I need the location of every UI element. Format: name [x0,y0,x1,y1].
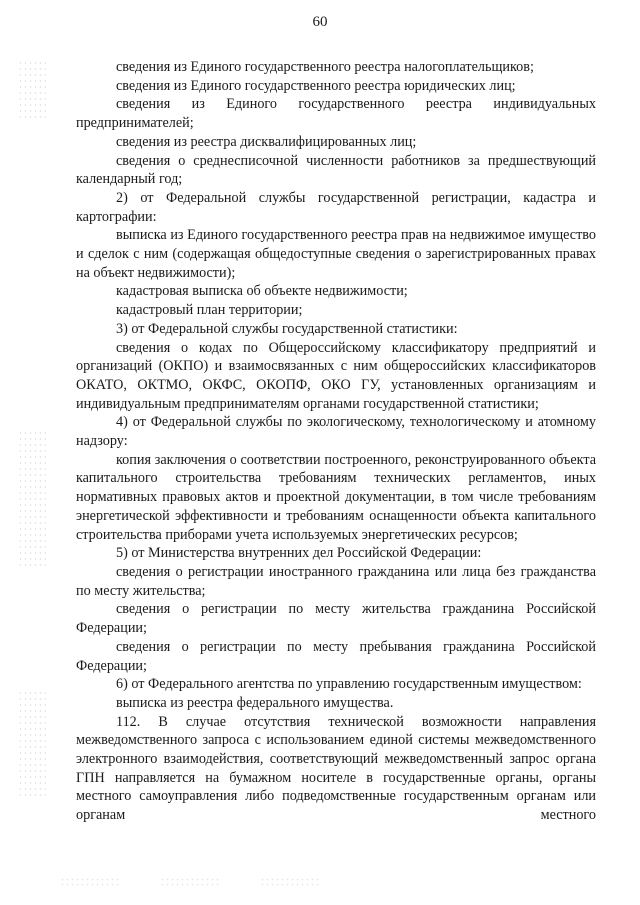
scan-artifact [260,877,320,887]
scan-artifact [60,877,120,887]
paragraph: 5) от Министерства внутренних дел Российской Федерации: [116,545,482,562]
paragraph: сведения из Единого государственного реестра индивидуальных предпринимателей; [76,96,596,132]
paragraph: сведения о регистрации по месту пребывания гражданина Российской Федерации; [76,638,596,674]
paragraph: копия заключения о соответствии построенного, реконструированного объекта капитального строительства требованиям технических регламентов, иных нормативных правовых актов и проектной документации, в том числе требованиям энергетической эффективности и требованиям оснащенности объекта капитального строительства приборами учета используемых энергетических ресурсов; [76,451,596,543]
scan-artifact [18,690,46,800]
paragraph: сведения о среднесписочной численности работников за предшествующий календарный год; [76,152,596,188]
paragraph: кадастровая выписка об объекте недвижимости; [116,283,408,300]
page-number: 60 [312,14,328,30]
paragraph: сведения о регистрации иностранного гражданина или лица без гражданства по месту жительства; [76,563,596,599]
paragraph: выписка из Единого государственного реестра прав на недвижимое имущество и сделок с ним (содержащая общедоступные сведения о зарегистрированных правах на объект недвижимости); [76,227,596,281]
paragraph: сведения из Единого государственного реестра юридических лиц; [116,77,516,94]
document-body [76,58,596,825]
paragraph: 112. В случае отсутствия технической возможности направления межведомственного запроса с использованием единой системы межведомственного электронного взаимодействия, соответствующий межведомственный запрос органа ГПН направляется на бумажном носителе в государственные органы, органы местного самоуправления либо подведомственные государственным органам или органам местного [76,713,596,824]
paragraph: выписка из реестра федерального имущества. [116,694,394,711]
scan-artifact [18,430,46,570]
scan-artifact [160,877,220,887]
paragraph: сведения из Единого государственного реестра налогоплательщиков; [116,59,534,75]
paragraph: 4) от Федеральной службы по экологическому, технологическому и атомному надзору: [76,414,596,450]
paragraph: сведения о кодах по Общероссийскому классификатору предприятий и организаций (ОКПО) и взаимосвязанных с ним общероссийских классификаторов ОКАТО, ОКТМО, ОКФС, ОКОПФ, ОКО ГУ, установленных организациям и индивидуальным предпринимателям органами государственной статистики; [76,339,596,412]
paragraph: 2) от Федеральной службы государственной регистрации, кадастра и картографии: [76,189,596,225]
scan-artifact [18,60,46,120]
paragraph: сведения о регистрации по месту жительства гражданина Российской Федерации; [76,601,596,637]
paragraph: кадастровый план территории; [116,302,303,319]
paragraph: 6) от Федерального агентства по управлению государственным имуществом: [116,676,582,693]
paragraph: сведения из реестра дисквалифицированных лиц; [116,133,417,150]
paragraph: 3) от Федеральной службы государственной статистики: [116,320,458,337]
